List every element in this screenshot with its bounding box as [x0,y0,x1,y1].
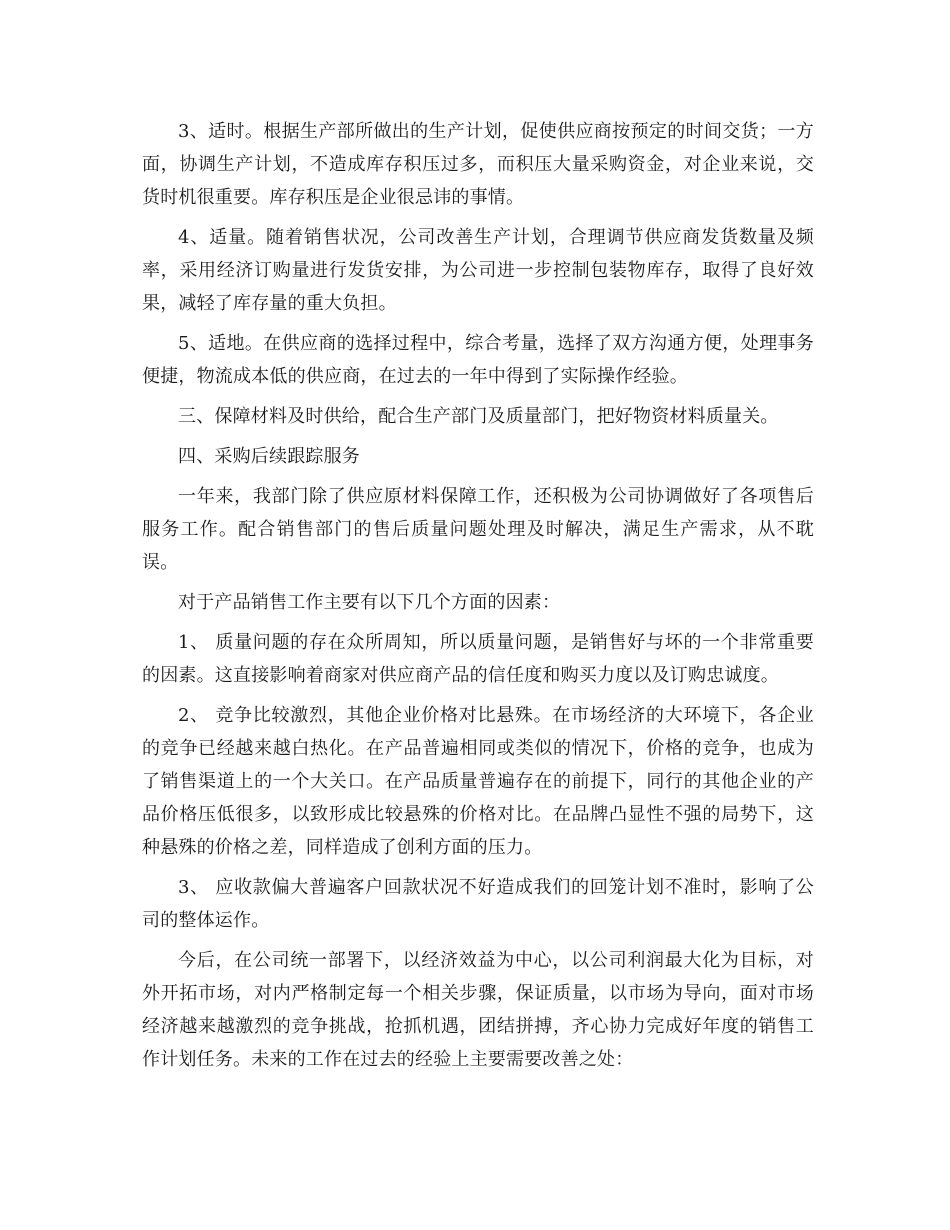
paragraph-after-sales: 一年来，我部门除了供应原材料保障工作，还积极为公司协调做好了各项售后服务工作。配合销售部门的售后质量问题处理及时解决，满足生产需求，从不耽误。 [142,486,814,573]
paragraph-future-plan: 今后，在公司统一部署下，以经济效益为中心，以公司利润最大化为目标，对外开拓市场，对内严格制定每一个相关步骤，保证质量，以市场为导向，面对市场经济越来越激烈的竞争挑战，抢抓机遇，团结拼搏，齐心协力完成好年度的销售工作计划任务。未来的工作在过去的经验上主要需要改善之处： [142,950,814,1070]
paragraph-factor-receivables: 3、 应收款偏大普遍客户回款状况不好造成我们的回笼计划不准时，影响了公司的整体运作。 [142,877,814,931]
paragraph-location: 5、适地。在供应商的选择过程中，综合考量，选择了双方沟通方便，处理事务便捷，物流成本低的供应商，在过去的一年中得到了实际操作经验。 [142,333,814,387]
paragraph-factor-competition: 2、 竞争比较激烈，其他企业价格对比悬殊。在市场经济的大环境下，各企业的竞争已经越来越白热化。在产品普遍相同或类似的情况下，价格的竞争，也成为了销售渠道上的一个大关口。在产品质量普遍存在的前提下，同行的其他企业的产品价格压低很多，以致形成比较悬殊的价格对比。在品牌凸显性不强的局势下，这种悬殊的价格之差，同样造成了创利方面的压力。 [142,705,814,858]
section-heading-materials: 三、保障材料及时供给，配合生产部门及质量部门，把好物资材料质量关。 [178,406,779,427]
paragraph-factor-quality: 1、 质量问题的存在众所周知，所以质量问题，是销售好与坏的一个非常重要的因素。这直接影响着商家对供应商产品的信任度和购买力度以及订购忠诚度。 [142,632,814,686]
document-body [142,115,814,1083]
paragraph-timeliness: 3、适时。根据生产部所做出的生产计划，促使供应商按预定的时间交货；一方面，协调生产计划，不造成库存积压过多，而积压大量采购资金，对企业来说，交货时机很重要。库存积压是企业很忌讳的事情。 [142,121,814,208]
paragraph-quantity: 4、适量。随着销售状况，公司改善生产计划，合理调节供应商发货数量及频率，采用经济订购量进行发货安排，为公司进一步控制包装物库存，取得了良好效果，减轻了库存量的重大负担。 [142,227,814,314]
section-heading-followup: 四、采购后续跟踪服务 [178,446,360,467]
paragraph-sales-factors-intro: 对于产品销售工作主要有以下几个方面的因素： [178,592,561,613]
